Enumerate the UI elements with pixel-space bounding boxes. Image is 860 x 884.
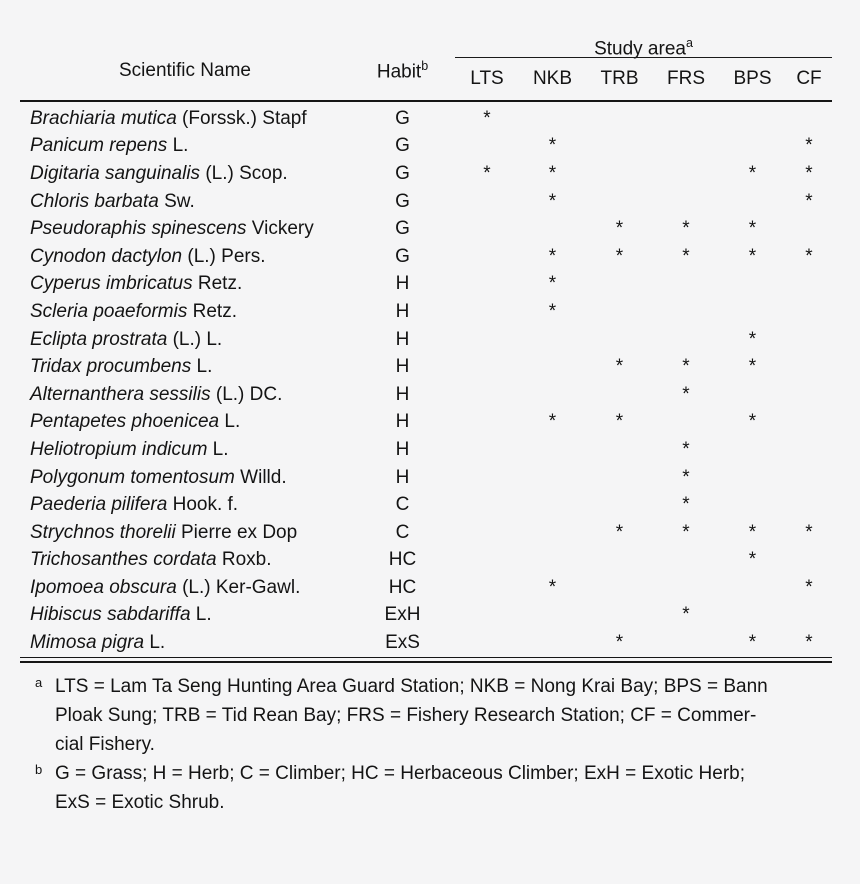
table-row bbox=[20, 326, 832, 354]
habit-value: G bbox=[395, 135, 410, 157]
presence-marker: * bbox=[748, 411, 757, 433]
presence-marker: * bbox=[748, 549, 757, 571]
presence-marker: * bbox=[682, 494, 690, 516]
presence-marker: * bbox=[682, 466, 690, 488]
footnote-b bbox=[20, 759, 832, 817]
habit-value: H bbox=[395, 383, 410, 405]
table-bottom-rule bbox=[20, 657, 832, 663]
species-table bbox=[20, 30, 832, 817]
species-name: Eclipta prostrata (L.) L. bbox=[30, 328, 223, 350]
species-name: Brachiaria mutica (Forssk.) Stapf bbox=[30, 107, 307, 129]
presence-marker: * bbox=[748, 245, 757, 267]
habit-value: H bbox=[395, 273, 410, 295]
footnote-b-line: G = Grass; H = Herb; C = Climber; HC = Herbaceous Climber; ExH = Exotic Herb; bbox=[55, 762, 746, 784]
habit-value: G bbox=[395, 190, 410, 212]
presence-marker: * bbox=[805, 190, 813, 212]
study-area-header: Study area$^a$ bbox=[594, 36, 693, 60]
table-row bbox=[20, 188, 832, 216]
scientific-name-header bbox=[20, 30, 350, 100]
presence-marker: * bbox=[748, 328, 757, 350]
species-name: Paederia pilifera Hook. f. bbox=[30, 494, 239, 516]
presence-marker: * bbox=[748, 162, 757, 184]
presence-marker: * bbox=[682, 604, 690, 626]
presence-marker: * bbox=[615, 245, 624, 267]
habit-header-label: Habit$^b$ bbox=[376, 58, 429, 83]
study-area-footnote-ref: a bbox=[685, 36, 693, 50]
presence-marker: * bbox=[682, 383, 690, 405]
presence-marker: * bbox=[748, 521, 757, 543]
presence-marker: * bbox=[483, 162, 491, 184]
footnote-a-marker: a bbox=[35, 674, 43, 690]
column-header-trb: TRB bbox=[600, 68, 639, 89]
table-row bbox=[20, 602, 832, 630]
presence-marker: * bbox=[748, 632, 757, 654]
table-row bbox=[20, 271, 832, 299]
presence-marker: * bbox=[682, 356, 690, 378]
column-header-frs: FRS bbox=[667, 68, 705, 89]
presence-marker: * bbox=[548, 273, 557, 295]
table-row bbox=[20, 409, 832, 437]
presence-marker: * bbox=[548, 135, 557, 157]
species-name: Pseudoraphis spinescens Vickery bbox=[30, 218, 314, 240]
table-body bbox=[20, 102, 832, 657]
scientific-name-header-label: Scientific Name bbox=[119, 60, 251, 81]
presence-marker: * bbox=[682, 245, 690, 267]
habit-value: G bbox=[395, 107, 410, 129]
habit-value: H bbox=[395, 466, 410, 488]
presence-marker: * bbox=[615, 356, 624, 378]
table-row bbox=[20, 353, 832, 381]
presence-marker: * bbox=[615, 218, 624, 240]
footnote-b-marker: b bbox=[35, 761, 43, 777]
species-name: Trichosanthes cordata Roxb. bbox=[30, 549, 272, 571]
species-name: Polygonum tomentosum Willd. bbox=[30, 466, 287, 488]
habit-value: ExH bbox=[384, 604, 421, 626]
presence-marker: * bbox=[805, 632, 813, 654]
species-name: Panicum repens L. bbox=[30, 135, 189, 157]
species-name: Mimosa pigra L. bbox=[30, 632, 166, 654]
presence-marker: * bbox=[682, 438, 690, 460]
species-name: Strychnos thorelii Pierre ex Dop bbox=[30, 521, 298, 543]
habit-footnote-ref: b bbox=[421, 58, 429, 73]
presence-marker: * bbox=[615, 521, 624, 543]
presence-marker: * bbox=[805, 245, 813, 267]
footnote-a-line: Ploak Sung; TRB = Tid Rean Bay; FRS = Fishery Research Station; CF = Commer- bbox=[55, 704, 757, 726]
study-area-header-group bbox=[455, 30, 832, 100]
habit-value: H bbox=[395, 438, 410, 460]
presence-marker: * bbox=[682, 218, 690, 240]
footnotes bbox=[20, 672, 832, 817]
footnote-b-line: ExS = Exotic Shrub. bbox=[55, 791, 225, 813]
species-name: Cynodon dactylon (L.) Pers. bbox=[30, 245, 266, 267]
footnote-a-line: LTS = Lam Ta Seng Hunting Area Guard Station; NKB = Nong Krai Bay; BPS = Bann bbox=[55, 675, 768, 697]
species-name: Alternanthera sessilis (L.) DC. bbox=[30, 383, 283, 405]
habit-value: ExS bbox=[385, 632, 420, 654]
table-row bbox=[20, 519, 832, 547]
presence-marker: * bbox=[805, 521, 813, 543]
table-row bbox=[20, 298, 832, 326]
habit-value: H bbox=[395, 356, 410, 378]
species-name: Digitaria sanguinalis (L.) Scop. bbox=[30, 162, 288, 184]
species-name: Pentapetes phoenicea L. bbox=[30, 411, 241, 433]
table-row bbox=[20, 491, 832, 519]
presence-marker: * bbox=[805, 576, 813, 598]
presence-marker: * bbox=[748, 356, 757, 378]
table-row bbox=[20, 547, 832, 575]
habit-header bbox=[350, 30, 455, 100]
habit-value: H bbox=[395, 411, 410, 433]
species-name: Ipomoea obscura (L.) Ker-Gawl. bbox=[30, 576, 301, 598]
table-row bbox=[20, 215, 832, 243]
table-row bbox=[20, 243, 832, 271]
presence-marker: * bbox=[805, 135, 813, 157]
table-row bbox=[20, 436, 832, 464]
species-name: Hibiscus sabdariffa L. bbox=[30, 604, 212, 626]
table-row bbox=[20, 464, 832, 492]
table-row bbox=[20, 133, 832, 161]
column-header-nkb: NKB bbox=[532, 68, 573, 89]
species-name: Heliotropium indicum L. bbox=[30, 438, 229, 460]
footnote-a bbox=[20, 672, 832, 759]
species-name: Cyperus imbricatus Retz. bbox=[30, 273, 243, 295]
habit-value: H bbox=[395, 300, 410, 322]
habit-value: HC bbox=[388, 549, 417, 571]
presence-marker: * bbox=[548, 162, 557, 184]
study-area-columns bbox=[455, 58, 832, 100]
column-header-lts: LTS bbox=[470, 68, 504, 89]
table-row bbox=[20, 629, 832, 657]
presence-marker: * bbox=[615, 632, 624, 654]
table-row bbox=[20, 574, 832, 602]
column-header-bps: BPS bbox=[733, 68, 772, 89]
habit-value: G bbox=[395, 245, 410, 267]
presence-marker: * bbox=[682, 521, 690, 543]
species-name: Chloris barbata Sw. bbox=[30, 190, 195, 212]
presence-marker: * bbox=[548, 190, 557, 212]
table-row bbox=[20, 381, 832, 409]
presence-marker: * bbox=[548, 300, 557, 322]
column-header-cf: CF bbox=[796, 68, 822, 89]
presence-marker: * bbox=[483, 107, 491, 129]
table-row bbox=[20, 160, 832, 188]
table-row bbox=[20, 105, 832, 133]
habit-value: G bbox=[395, 218, 410, 240]
habit-value: C bbox=[395, 521, 410, 543]
habit-value: HC bbox=[388, 576, 417, 598]
habit-value: G bbox=[395, 162, 410, 184]
presence-marker: * bbox=[615, 411, 624, 433]
habit-value: C bbox=[395, 494, 410, 516]
footnote-a-line: cial Fishery. bbox=[55, 733, 155, 755]
habit-value: H bbox=[395, 328, 410, 350]
presence-marker: * bbox=[548, 245, 557, 267]
presence-marker: * bbox=[548, 576, 557, 598]
species-name: Scleria poaeformis Retz. bbox=[30, 300, 237, 322]
presence-marker: * bbox=[805, 162, 813, 184]
presence-marker: * bbox=[548, 411, 557, 433]
species-name: Tridax procumbens L. bbox=[30, 356, 213, 378]
presence-marker: * bbox=[748, 218, 757, 240]
table-header bbox=[20, 30, 832, 100]
